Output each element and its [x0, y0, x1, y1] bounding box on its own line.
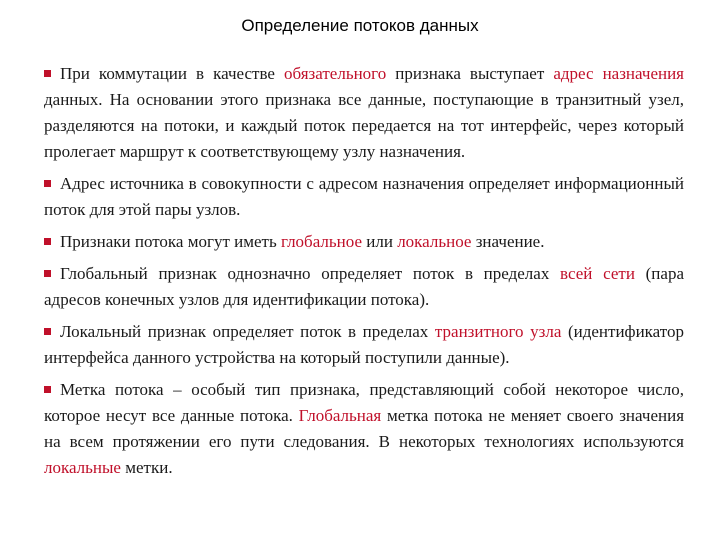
- square-bullet-icon: [44, 328, 51, 335]
- paragraph-text: Локальный признак определяет поток в пределах: [60, 322, 435, 341]
- square-bullet-icon: [44, 270, 51, 277]
- square-bullet-icon: [44, 238, 51, 245]
- paragraph-text: Глобальный признак однозначно определяет поток в пределах: [60, 264, 561, 283]
- bullet-paragraph: [44, 61, 684, 165]
- square-bullet-icon: [44, 70, 51, 77]
- slide-body: [44, 61, 684, 481]
- paragraph-text: Метка потока – особый тип признака, представляющий собой некоторое число, которое несут все данные потока.: [44, 380, 684, 425]
- bullet-paragraph: [44, 261, 684, 313]
- paragraph-text: метка потока не меняет своего значения на всем протяжении его пути следования. В некоторых технологиях используются: [44, 406, 685, 451]
- paragraph-text: значение.: [471, 232, 545, 251]
- paragraph-text: данных. На основании этого признака все данные, поступающие в транзитный узел, разделяются на потоки, и каждый поток передается на тот интерфейс, через который пролегает маршрут к соответствующему узлу назначения.: [44, 90, 684, 161]
- highlighted-term: всей сети: [560, 264, 635, 283]
- paragraph-text: или: [362, 232, 398, 251]
- bullet-paragraph: [44, 377, 684, 481]
- highlighted-term: локальное: [397, 232, 472, 251]
- paragraph-text: (пара адресов конечных узлов для идентификации потока).: [44, 264, 684, 309]
- paragraph-text: При коммутации в качестве: [60, 64, 284, 83]
- paragraph-text: Адрес источника в совокупности с адресом назначения определяет информационный поток для этой пары узлов.: [44, 174, 684, 219]
- bullet-paragraph: [44, 229, 684, 255]
- highlighted-term: транзитного узла: [434, 322, 562, 341]
- highlighted-term: глобальное: [280, 232, 362, 251]
- paragraph-text: (идентификатор интерфейса данного устройства на который поступили данные).: [44, 322, 684, 367]
- paragraph-text: Признаки потока могут иметь: [60, 232, 281, 251]
- highlighted-term: адрес назначения: [553, 64, 685, 83]
- bullet-paragraph: [44, 171, 684, 223]
- square-bullet-icon: [44, 386, 51, 393]
- paragraph-text: метки.: [120, 458, 173, 477]
- highlighted-term: обязательного: [284, 64, 387, 83]
- highlighted-term: локальные: [44, 458, 121, 477]
- highlighted-term: Глобальная: [298, 406, 382, 425]
- slide-title: Определение потоков данных: [241, 16, 479, 35]
- square-bullet-icon: [44, 180, 51, 187]
- paragraph-text: признака выступает: [386, 64, 554, 83]
- bullet-paragraph: [44, 319, 684, 371]
